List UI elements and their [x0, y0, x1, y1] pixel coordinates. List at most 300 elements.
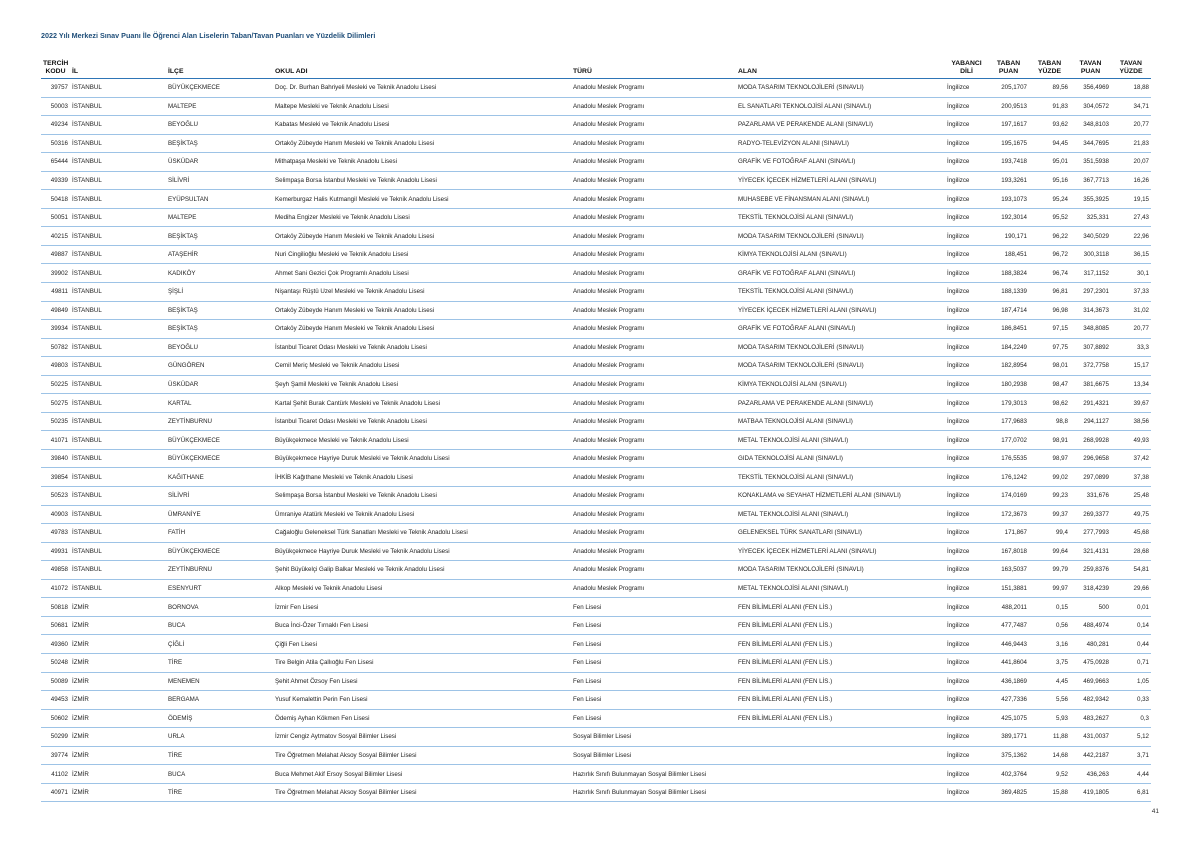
turu-cell: Anadolu Meslek Programı [571, 264, 736, 283]
tavan-yuzde-cell: 37,33 [1111, 283, 1151, 302]
turu-cell: Fen Lisesi [571, 616, 736, 635]
tavan-puan-cell: 469,9663 [1070, 672, 1111, 691]
alan-cell: FEN BİLİMLERİ ALANI (FEN LİS.) [736, 709, 945, 728]
okul-adi-cell: Büyükçekmece Hayriye Duruk Mesleki ve Teknik Anadolu Lisesi [273, 542, 571, 561]
taban-puan-cell: 205,1707 [988, 79, 1029, 98]
turu-cell: Anadolu Meslek Programı [571, 375, 736, 394]
turu-cell: Anadolu Meslek Programı [571, 134, 736, 153]
tavan-puan-cell: 297,0899 [1070, 468, 1111, 487]
tavan-puan-cell: 381,6675 [1070, 375, 1111, 394]
alan-cell: MODA TASARIM TEKNOLOJİLERİ (SINAVLI) [736, 357, 945, 376]
tavan-puan-cell: 296,9658 [1070, 449, 1111, 468]
table-row [41, 449, 1151, 468]
tavan-puan-cell: 344,7695 [1070, 134, 1111, 153]
taban-puan-cell: 190,171 [988, 227, 1029, 246]
table-row [41, 208, 1151, 227]
tercih-kodu-cell: 50225 [41, 375, 70, 394]
alan-cell: MODA TASARIM TEKNOLOJİLERİ (SINAVLI) [736, 561, 945, 580]
taban-yuzde-cell: 4,45 [1029, 672, 1070, 691]
tavan-puan-cell: 259,8376 [1070, 561, 1111, 580]
ilce-cell: BUCA [166, 616, 273, 635]
taban-puan-cell: 163,5037 [988, 561, 1029, 580]
yabanci-dili-cell: İngilizce [945, 505, 988, 524]
il-cell: İZMİR [70, 728, 166, 747]
tavan-yuzde-cell: 5,12 [1111, 728, 1151, 747]
ilce-cell: ESENYURT [166, 579, 273, 598]
tercih-kodu-cell: 39854 [41, 468, 70, 487]
il-cell: İSTANBUL [70, 227, 166, 246]
taban-yuzde-cell: 5,56 [1029, 691, 1070, 710]
table-row [41, 746, 1151, 765]
okul-adi-cell: Mediha Engizer Mesleki ve Teknik Anadolu Lisesi [273, 208, 571, 227]
okul-adi-cell: Ümraniye Atatürk Mesleki ve Teknik Anadolu Lisesi [273, 505, 571, 524]
alan-cell: PAZARLAMA VE PERAKENDE ALANI (SINAVLI) [736, 116, 945, 135]
taban-yuzde-cell: 3,16 [1029, 635, 1070, 654]
alan-cell: FEN BİLİMLERİ ALANI (FEN LİS.) [736, 672, 945, 691]
ilce-cell: MALTEPE [166, 208, 273, 227]
taban-puan-cell: 186,8451 [988, 320, 1029, 339]
taban-yuzde-cell: 96,74 [1029, 264, 1070, 283]
table-row [41, 79, 1151, 98]
table-row [41, 691, 1151, 710]
tercih-kodu-cell: 50051 [41, 208, 70, 227]
taban-puan-cell: 193,1073 [988, 190, 1029, 209]
table-row [41, 153, 1151, 172]
tavan-yuzde-cell: 28,68 [1111, 542, 1151, 561]
okul-adi-cell: Kemerburgaz Halis Kutmangil Mesleki ve Teknik Anadolu Lisesi [273, 190, 571, 209]
il-cell: İZMİR [70, 635, 166, 654]
tercih-kodu-cell: 50275 [41, 394, 70, 413]
turu-cell: Fen Lisesi [571, 598, 736, 617]
alan-cell: GRAFİK VE FOTOĞRAF ALANI (SINAVLI) [736, 320, 945, 339]
table-row [41, 320, 1151, 339]
header-ilce: İLÇE [168, 68, 184, 75]
taban-puan-cell: 441,8604 [988, 653, 1029, 672]
okul-adi-cell: Nişantaşı Rüştü Uzel Mesleki ve Teknik Anadolu Lisesi [273, 283, 571, 302]
alan-cell: MODA TASARIM TEKNOLOJİLERİ (SINAVLI) [736, 338, 945, 357]
tercih-kodu-cell: 40971 [41, 783, 70, 802]
tercih-kodu-cell: 50818 [41, 598, 70, 617]
taban-yuzde-cell: 97,15 [1029, 320, 1070, 339]
il-cell: İSTANBUL [70, 134, 166, 153]
taban-puan-cell: 188,3824 [988, 264, 1029, 283]
taban-puan-cell: 197,1617 [988, 116, 1029, 135]
tavan-yuzde-cell: 38,56 [1111, 412, 1151, 431]
ilce-cell: BERGAMA [166, 691, 273, 710]
il-cell: İZMİR [70, 616, 166, 635]
tavan-yuzde-cell: 30,1 [1111, 264, 1151, 283]
yabanci-dili-cell: İngilizce [945, 431, 988, 450]
table-row [41, 97, 1151, 116]
table-row [41, 394, 1151, 413]
tavan-yuzde-cell: 4,44 [1111, 765, 1151, 784]
il-cell: İSTANBUL [70, 79, 166, 98]
turu-cell: Anadolu Meslek Programı [571, 79, 736, 98]
table-row [41, 245, 1151, 264]
tercih-kodu-cell: 49360 [41, 635, 70, 654]
okul-adi-cell: Ortaköy Zübeyde Hanım Mesleki ve Teknik Anadolu Lisesi [273, 320, 571, 339]
tavan-puan-cell: 482,9342 [1070, 691, 1111, 710]
alan-cell: RADYO-TELEVİZYON ALANI (SINAVLI) [736, 134, 945, 153]
tavan-yuzde-cell: 29,66 [1111, 579, 1151, 598]
tercih-kodu-cell: 49339 [41, 171, 70, 190]
alan-cell: EL SANATLARI TEKNOLOJİSİ ALANI (SINAVLI) [736, 97, 945, 116]
ilce-cell: URLA [166, 728, 273, 747]
yabanci-dili-cell: İngilizce [945, 357, 988, 376]
yabanci-dili-cell: İngilizce [945, 227, 988, 246]
tavan-puan-cell: 351,5938 [1070, 153, 1111, 172]
tavan-yuzde-cell: 27,43 [1111, 208, 1151, 227]
ilce-cell: TİRE [166, 746, 273, 765]
table-row [41, 709, 1151, 728]
tavan-puan-cell: 475,0928 [1070, 653, 1111, 672]
tavan-puan-cell: 318,4239 [1070, 579, 1111, 598]
tercih-kodu-cell: 50003 [41, 97, 70, 116]
alan-cell: FEN BİLİMLERİ ALANI (FEN LİS.) [736, 616, 945, 635]
ilce-cell: KADIKÖY [166, 264, 273, 283]
alan-cell: MODA TASARIM TEKNOLOJİLERİ (SINAVLI) [736, 227, 945, 246]
alan-cell: KİMYA TEKNOLOJİSİ ALANI (SINAVLI) [736, 245, 945, 264]
tavan-puan-cell: 483,2627 [1070, 709, 1111, 728]
yabanci-dili-cell: İngilizce [945, 635, 988, 654]
taban-yuzde-cell: 97,75 [1029, 338, 1070, 357]
taban-yuzde-cell: 99,02 [1029, 468, 1070, 487]
taban-puan-cell: 167,8018 [988, 542, 1029, 561]
taban-puan-cell: 187,4714 [988, 301, 1029, 320]
il-cell: İSTANBUL [70, 505, 166, 524]
alan-cell: FEN BİLİMLERİ ALANI (FEN LİS.) [736, 635, 945, 654]
ilce-cell: BEŞİKTAŞ [166, 134, 273, 153]
tercih-kodu-cell: 39934 [41, 320, 70, 339]
ilce-cell: MALTEPE [166, 97, 273, 116]
turu-cell: Anadolu Meslek Programı [571, 394, 736, 413]
il-cell: İSTANBUL [70, 116, 166, 135]
taban-yuzde-cell: 98,01 [1029, 357, 1070, 376]
turu-cell: Hazırlık Sınıfı Bulunmayan Sosyal Bilimler Lisesi [571, 765, 736, 784]
yabanci-dili-cell: İngilizce [945, 579, 988, 598]
ilce-cell: ÇİĞLİ [166, 635, 273, 654]
alan-cell: TEKSTİL TEKNOLOJİSİ ALANI (SINAVLI) [736, 208, 945, 227]
yabanci-dili-cell: İngilizce [945, 245, 988, 264]
yabanci-dili-cell: İngilizce [945, 728, 988, 747]
tavan-yuzde-cell: 22,96 [1111, 227, 1151, 246]
alan-cell: MUHASEBE VE FİNANSMAN ALANI (SINAVLI) [736, 190, 945, 209]
turu-cell: Anadolu Meslek Programı [571, 468, 736, 487]
okul-adi-cell: Çiğli Fen Lisesi [273, 635, 571, 654]
okul-adi-cell: Şeyh Şamil Mesleki ve Teknik Anadolu Lisesi [273, 375, 571, 394]
taban-puan-cell: 402,3764 [988, 765, 1029, 784]
il-cell: İSTANBUL [70, 190, 166, 209]
il-cell: İZMİR [70, 783, 166, 802]
taban-yuzde-cell: 96,98 [1029, 301, 1070, 320]
yabanci-dili-cell: İngilizce [945, 672, 988, 691]
table-row [41, 412, 1151, 431]
yabanci-dili-cell: İngilizce [945, 653, 988, 672]
table-row [41, 171, 1151, 190]
il-cell: İSTANBUL [70, 338, 166, 357]
table-row [41, 542, 1151, 561]
il-cell: İSTANBUL [70, 245, 166, 264]
il-cell: İSTANBUL [70, 357, 166, 376]
taban-yuzde-cell: 98,97 [1029, 449, 1070, 468]
tavan-puan-cell: 500 [1070, 598, 1111, 617]
taban-yuzde-cell: 9,52 [1029, 765, 1070, 784]
ilce-cell: BORNOVA [166, 598, 273, 617]
table-row [41, 468, 1151, 487]
header-yabanci-dili: YABANCI DİLİ [951, 60, 982, 75]
tavan-puan-cell: 431,0037 [1070, 728, 1111, 747]
okul-adi-cell: Cağaloğlu Geleneksel Türk Sanatları Mesleki ve Teknik Anadolu Lisesi [273, 524, 571, 543]
okul-adi-cell: Mithatpaşa Mesleki ve Teknik Anadolu Lisesi [273, 153, 571, 172]
taban-yuzde-cell: 96,81 [1029, 283, 1070, 302]
taban-puan-cell: 179,3013 [988, 394, 1029, 413]
tavan-yuzde-cell: 0,71 [1111, 653, 1151, 672]
alan-cell: YİYECEK İÇECEK HİZMETLERİ ALANI (SINAVLI) [736, 301, 945, 320]
taban-yuzde-cell: 95,52 [1029, 208, 1070, 227]
ilce-cell: SİLİVRİ [166, 171, 273, 190]
yabanci-dili-cell: İngilizce [945, 116, 988, 135]
tercih-kodu-cell: 39902 [41, 264, 70, 283]
yabanci-dili-cell: İngilizce [945, 449, 988, 468]
tavan-puan-cell: 294,1127 [1070, 412, 1111, 431]
taban-puan-cell: 177,9683 [988, 412, 1029, 431]
yabanci-dili-cell: İngilizce [945, 338, 988, 357]
tercih-kodu-cell: 49453 [41, 691, 70, 710]
taban-yuzde-cell: 96,72 [1029, 245, 1070, 264]
ilce-cell: TİRE [166, 783, 273, 802]
tercih-kodu-cell: 49858 [41, 561, 70, 580]
alan-cell: METAL TEKNOLOJİSİ ALANI (SINAVLI) [736, 431, 945, 450]
tercih-kodu-cell: 40903 [41, 505, 70, 524]
okul-adi-cell: Ortaköy Zübeyde Hanım Mesleki ve Teknik Anadolu Lisesi [273, 134, 571, 153]
tavan-yuzde-cell: 0,44 [1111, 635, 1151, 654]
tavan-puan-cell: 348,8103 [1070, 116, 1111, 135]
yabanci-dili-cell: İngilizce [945, 412, 988, 431]
yabanci-dili-cell: İngilizce [945, 524, 988, 543]
yabanci-dili-cell: İngilizce [945, 394, 988, 413]
alan-cell: MATBAA TEKNOLOJİSİ ALANI (SINAVLI) [736, 412, 945, 431]
okul-adi-cell: İHKİB Kağıthane Mesleki ve Teknik Anadolu Lisesi [273, 468, 571, 487]
taban-yuzde-cell: 99,97 [1029, 579, 1070, 598]
alan-cell: GIDA TEKNOLOJİSİ ALANI (SINAVLI) [736, 449, 945, 468]
il-cell: İZMİR [70, 746, 166, 765]
tavan-yuzde-cell: 0,33 [1111, 691, 1151, 710]
taban-yuzde-cell: 99,23 [1029, 487, 1070, 506]
tavan-puan-cell: 291,4321 [1070, 394, 1111, 413]
taban-yuzde-cell: 95,01 [1029, 153, 1070, 172]
tavan-yuzde-cell: 20,77 [1111, 320, 1151, 339]
ilce-cell: BÜYÜKÇEKMECE [166, 449, 273, 468]
tercih-kodu-cell: 49234 [41, 116, 70, 135]
turu-cell: Anadolu Meslek Programı [571, 153, 736, 172]
tercih-kodu-cell: 40215 [41, 227, 70, 246]
il-cell: İSTANBUL [70, 394, 166, 413]
tavan-puan-cell: 419,1805 [1070, 783, 1111, 802]
ilce-cell: ŞİŞLİ [166, 283, 273, 302]
okul-adi-cell: Tire Öğretmen Melahat Aksoy Sosyal Bilimler Lisesi [273, 746, 571, 765]
yabanci-dili-cell: İngilizce [945, 134, 988, 153]
header-il: İL [72, 68, 79, 75]
il-cell: İSTANBUL [70, 301, 166, 320]
yabanci-dili-cell: İngilizce [945, 542, 988, 561]
tercih-kodu-cell: 50235 [41, 412, 70, 431]
il-cell: İSTANBUL [70, 320, 166, 339]
table-row [41, 301, 1151, 320]
table-row [41, 616, 1151, 635]
il-cell: İZMİR [70, 653, 166, 672]
tavan-yuzde-cell: 13,34 [1111, 375, 1151, 394]
il-cell: İSTANBUL [70, 171, 166, 190]
tercih-kodu-cell: 41071 [41, 431, 70, 450]
alan-cell: TEKSTİL TEKNOLOJİSİ ALANI (SINAVLI) [736, 468, 945, 487]
taban-puan-cell: 369,4825 [988, 783, 1029, 802]
il-cell: İSTANBUL [70, 264, 166, 283]
header-tercih-kodu: TERCİH KODU [43, 60, 69, 75]
tavan-puan-cell: 314,3673 [1070, 301, 1111, 320]
header-turu: TÜRÜ [573, 68, 592, 75]
turu-cell: Sosyal Bilimler Lisesi [571, 746, 736, 765]
taban-puan-cell: 436,1869 [988, 672, 1029, 691]
alan-cell: GRAFİK VE FOTOĞRAF ALANI (SINAVLI) [736, 153, 945, 172]
table-row [41, 134, 1151, 153]
turu-cell: Anadolu Meslek Programı [571, 171, 736, 190]
tavan-yuzde-cell: 0,14 [1111, 616, 1151, 635]
okul-adi-cell: Büyükçekmece Mesleki ve Teknik Anadolu Lisesi [273, 431, 571, 450]
ilce-cell: ZEYTİNBURNU [166, 561, 273, 580]
tercih-kodu-cell: 50418 [41, 190, 70, 209]
okul-adi-cell: Ortaköy Zübeyde Hanım Mesleki ve Teknik Anadolu Lisesi [273, 301, 571, 320]
taban-yuzde-cell: 98,47 [1029, 375, 1070, 394]
ilce-cell: FATİH [166, 524, 273, 543]
table-row [41, 375, 1151, 394]
taban-puan-cell: 188,1339 [988, 283, 1029, 302]
taban-yuzde-cell: 14,68 [1029, 746, 1070, 765]
ilce-cell: ZEYTİNBURNU [166, 412, 273, 431]
turu-cell: Fen Lisesi [571, 691, 736, 710]
okul-adi-cell: Ödemiş Ayhan Kökmen Fen Lisesi [273, 709, 571, 728]
il-cell: İSTANBUL [70, 283, 166, 302]
tavan-yuzde-cell: 36,15 [1111, 245, 1151, 264]
tavan-puan-cell: 367,7713 [1070, 171, 1111, 190]
yabanci-dili-cell: İngilizce [945, 283, 988, 302]
alan-cell: METAL TEKNOLOJİSİ ALANI (SINAVLI) [736, 579, 945, 598]
il-cell: İSTANBUL [70, 561, 166, 580]
tavan-yuzde-cell: 31,02 [1111, 301, 1151, 320]
taban-yuzde-cell: 5,93 [1029, 709, 1070, 728]
table-row [41, 190, 1151, 209]
alan-cell [736, 765, 945, 784]
okul-adi-cell: Tire Öğretmen Melahat Aksoy Sosyal Bilimler Lisesi [273, 783, 571, 802]
tavan-puan-cell: 488,4974 [1070, 616, 1111, 635]
alan-cell: KİMYA TEKNOLOJİSİ ALANI (SINAVLI) [736, 375, 945, 394]
table-row [41, 783, 1151, 802]
ilce-cell: BÜYÜKÇEKMECE [166, 542, 273, 561]
table-row [41, 524, 1151, 543]
header-okul-adi: OKUL ADI [275, 68, 308, 75]
tercih-kodu-cell: 41102 [41, 765, 70, 784]
taban-yuzde-cell: 3,75 [1029, 653, 1070, 672]
tavan-puan-cell: 297,2301 [1070, 283, 1111, 302]
il-cell: İSTANBUL [70, 468, 166, 487]
ilce-cell: BEŞİKTAŞ [166, 301, 273, 320]
alan-cell: METAL TEKNOLOJİSİ ALANI (SINAVLI) [736, 505, 945, 524]
il-cell: İZMİR [70, 598, 166, 617]
taban-yuzde-cell: 95,24 [1029, 190, 1070, 209]
tavan-yuzde-cell: 3,71 [1111, 746, 1151, 765]
ilce-cell: ÖDEMİŞ [166, 709, 273, 728]
yabanci-dili-cell: İngilizce [945, 598, 988, 617]
tercih-kodu-cell: 65444 [41, 153, 70, 172]
alan-cell: KONAKLAMA ve SEYAHAT HİZMETLERİ ALANI (SINAVLI) [736, 487, 945, 506]
yabanci-dili-cell: İngilizce [945, 468, 988, 487]
okul-adi-cell: Şehit Ahmet Özsoy Fen Lisesi [273, 672, 571, 691]
yabanci-dili-cell: İngilizce [945, 208, 988, 227]
ilce-cell: EYÜPSULTAN [166, 190, 273, 209]
alan-cell: FEN BİLİMLERİ ALANI (FEN LİS.) [736, 598, 945, 617]
header-tavan-yuzde: TAVAN YÜZDE [1119, 60, 1143, 75]
alan-cell: GELENEKSEL TÜRK SANATLARI (SINAVLI) [736, 524, 945, 543]
table-row [41, 598, 1151, 617]
tavan-puan-cell: 325,331 [1070, 208, 1111, 227]
il-cell: İSTANBUL [70, 579, 166, 598]
tavan-puan-cell: 304,0572 [1070, 97, 1111, 116]
taban-puan-cell: 184,2249 [988, 338, 1029, 357]
turu-cell: Anadolu Meslek Programı [571, 301, 736, 320]
tavan-yuzde-cell: 49,93 [1111, 431, 1151, 450]
alan-cell [736, 783, 945, 802]
turu-cell: Anadolu Meslek Programı [571, 524, 736, 543]
ilce-cell: KAĞITHANE [166, 468, 273, 487]
ilce-cell: BÜYÜKÇEKMECE [166, 79, 273, 98]
taban-puan-cell: 193,3261 [988, 171, 1029, 190]
yabanci-dili-cell: İngilizce [945, 264, 988, 283]
table-row [41, 283, 1151, 302]
il-cell: İSTANBUL [70, 487, 166, 506]
yabanci-dili-cell: İngilizce [945, 709, 988, 728]
results-table [41, 55, 1151, 802]
alan-cell [736, 746, 945, 765]
taban-yuzde-cell: 89,56 [1029, 79, 1070, 98]
alan-cell [736, 728, 945, 747]
ilce-cell: BÜYÜKÇEKMECE [166, 431, 273, 450]
taban-puan-cell: 200,9513 [988, 97, 1029, 116]
turu-cell: Anadolu Meslek Programı [571, 357, 736, 376]
taban-puan-cell: 375,1362 [988, 746, 1029, 765]
taban-yuzde-cell: 99,79 [1029, 561, 1070, 580]
okul-adi-cell: Büyükçekmece Hayriye Duruk Mesleki ve Teknik Anadolu Lisesi [273, 449, 571, 468]
tavan-yuzde-cell: 49,75 [1111, 505, 1151, 524]
alan-cell: GRAFİK VE FOTOĞRAF ALANI (SINAVLI) [736, 264, 945, 283]
taban-yuzde-cell: 0,56 [1029, 616, 1070, 635]
alan-cell: FEN BİLİMLERİ ALANI (FEN LİS.) [736, 653, 945, 672]
tercih-kodu-cell: 49887 [41, 245, 70, 264]
taban-puan-cell: 174,0169 [988, 487, 1029, 506]
header-taban-yuzde: TABAN YÜZDE [1037, 60, 1062, 75]
ilce-cell: BEŞİKTAŞ [166, 227, 273, 246]
tercih-kodu-cell: 50602 [41, 709, 70, 728]
okul-adi-cell: Cemil Meriç Mesleki ve Teknik Anadolu Lisesi [273, 357, 571, 376]
turu-cell: Hazırlık Sınıfı Bulunmayan Sosyal Bilimler Lisesi [571, 783, 736, 802]
taban-yuzde-cell: 98,62 [1029, 394, 1070, 413]
tercih-kodu-cell: 49783 [41, 524, 70, 543]
table-header-row [41, 55, 1151, 79]
il-cell: İZMİR [70, 691, 166, 710]
tercih-kodu-cell: 39840 [41, 449, 70, 468]
taban-puan-cell: 177,0702 [988, 431, 1029, 450]
yabanci-dili-cell: İngilizce [945, 97, 988, 116]
il-cell: İSTANBUL [70, 375, 166, 394]
alan-cell: PAZARLAMA VE PERAKENDE ALANI (SINAVLI) [736, 394, 945, 413]
